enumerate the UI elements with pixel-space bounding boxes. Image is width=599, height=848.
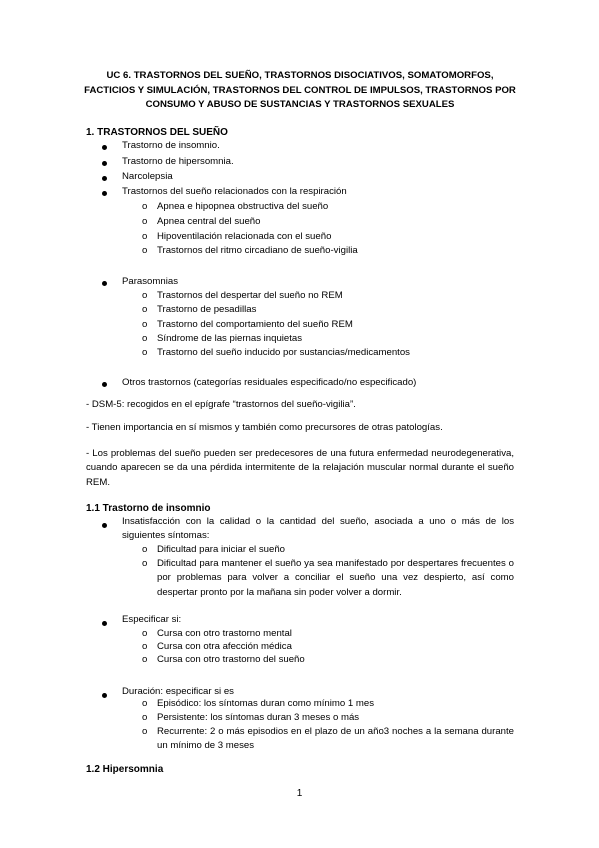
document-title: UC 6. TRASTORNOS DEL SUEÑO, TRASTORNOS DISOCIATIVOS, SOMATOMORFOS, FACTICIOS Y SIMULACIÓN, TRASTORNOS DEL CONTROL DE IMPULSOS, TRASTORNOS POR CONSUMO Y ABUSO DE SUSTANCIAS Y TRASTORNOS SEXUALES — [84, 70, 516, 110]
sub-list-item: Cursa con otra afección médica — [157, 641, 292, 652]
list-item: Duración: especificar si es — [122, 686, 234, 697]
sub-list-item: Cursa con otro trastorno mental — [157, 628, 292, 639]
bullet-dot — [102, 277, 107, 291]
bullet-dot — [102, 617, 107, 631]
sub-list-item: Síndrome de las piernas inquietas — [157, 333, 303, 344]
bullet-dot — [102, 689, 107, 703]
sub-bullet-marker: o — [142, 231, 148, 242]
sub-bullet-marker: o — [142, 712, 148, 723]
page-number: 1 — [296, 788, 303, 799]
bullet-dot — [102, 141, 107, 155]
sub-bullet-marker: o — [142, 698, 148, 709]
sub-list-item: Trastorno del comportamiento del sueño REM — [157, 319, 353, 330]
sub-bullet-marker: o — [142, 333, 148, 344]
sub-list-item: Trastorno de pesadillas — [157, 304, 257, 315]
sub-bullet-marker: o — [142, 558, 148, 569]
sub-bullet-marker: o — [142, 290, 148, 301]
sub-bullet-marker: o — [142, 628, 148, 639]
section-heading-hypersomnia: 1.2 Hipersomnia — [86, 764, 164, 775]
section-heading-insomnia: 1.1 Trastorno de insomnio — [86, 503, 211, 514]
sub-list-item: Episódico: los síntomas duran como mínimo 1 mes — [157, 698, 375, 709]
sub-bullet-marker: o — [142, 319, 148, 330]
sub-bullet-marker: o — [142, 201, 148, 212]
bullet-dot — [102, 187, 107, 201]
sub-bullet-marker: o — [142, 304, 148, 315]
bullet-dot — [102, 519, 107, 533]
sub-list-item: Persistente: los síntomas duran 3 meses o más — [157, 712, 360, 723]
sub-list-item: Trastornos del ritmo circadiano de sueño-vigilia — [157, 245, 358, 256]
sub-list-item: Trastorno del sueño inducido por sustancias/medicamentos — [157, 347, 410, 358]
sub-bullet-marker: o — [142, 347, 148, 358]
sub-list-item: Recurrente: 2 o más episodios en el plazo de un año3 noches a la semana durante un mínimo de 3 meses — [157, 726, 514, 752]
sub-bullet-marker: o — [142, 641, 148, 652]
sub-bullet-marker: o — [142, 726, 148, 737]
sub-list-item: Dificultad para mantener el sueño ya sea manifestado por despertares frecuentes o por problemas para volver a conciliar el sueño una vez despierto, así como despertar pronto por la mañana sin poder volver a dormir. — [157, 558, 514, 598]
paragraph: - DSM-5: recogidos en el epígrafe “trastornos del sueño-vigilia”. — [86, 399, 356, 410]
list-item: Trastorno de hipersomnia. — [122, 156, 234, 167]
sub-list-item: Hipoventilación relacionada con el sueño — [157, 231, 332, 242]
list-item: Otros trastornos (categorías residuales especificado/no especificado) — [122, 377, 417, 388]
list-item: Trastorno de insomnio. — [122, 140, 220, 151]
list-item: Trastornos del sueño relacionados con la respiración — [122, 186, 347, 197]
section-heading-sleep: 1. TRASTORNOS DEL SUEÑO — [86, 127, 228, 138]
bullet-dot — [102, 172, 107, 186]
bullet-dot — [102, 157, 107, 171]
sub-list-item: Dificultad para iniciar el sueño — [157, 544, 285, 555]
list-item: Narcolepsia — [122, 171, 173, 182]
list-item: Insatisfacción con la calidad o la cantidad del sueño, asociada a uno o más de los siguientes síntomas: — [122, 516, 514, 542]
bullet-dot — [102, 378, 107, 392]
sub-bullet-marker: o — [142, 544, 148, 555]
list-item: Parasomnias — [122, 276, 178, 287]
paragraph: - Los problemas del sueño pueden ser predecesores de una futura enfermedad neurodegenerativa, cuando aparecen se da una pérdida intermitente de la relajación muscular normal durante el sueño REM. — [86, 448, 514, 488]
paragraph: - Tienen importancia en sí mismos y también como precursores de otras patologías. — [86, 422, 443, 433]
sub-list-item: Cursa con otro trastorno del sueño — [157, 654, 305, 665]
sub-bullet-marker: o — [142, 245, 148, 256]
sub-list-item: Trastornos del despertar del sueño no REM — [157, 290, 343, 301]
list-item: Especificar si: — [122, 614, 182, 625]
sub-bullet-marker: o — [142, 216, 148, 227]
sub-bullet-marker: o — [142, 654, 148, 665]
sub-list-item: Apnea e hipopnea obstructiva del sueño — [157, 201, 329, 212]
sub-list-item: Apnea central del sueño — [157, 216, 261, 227]
